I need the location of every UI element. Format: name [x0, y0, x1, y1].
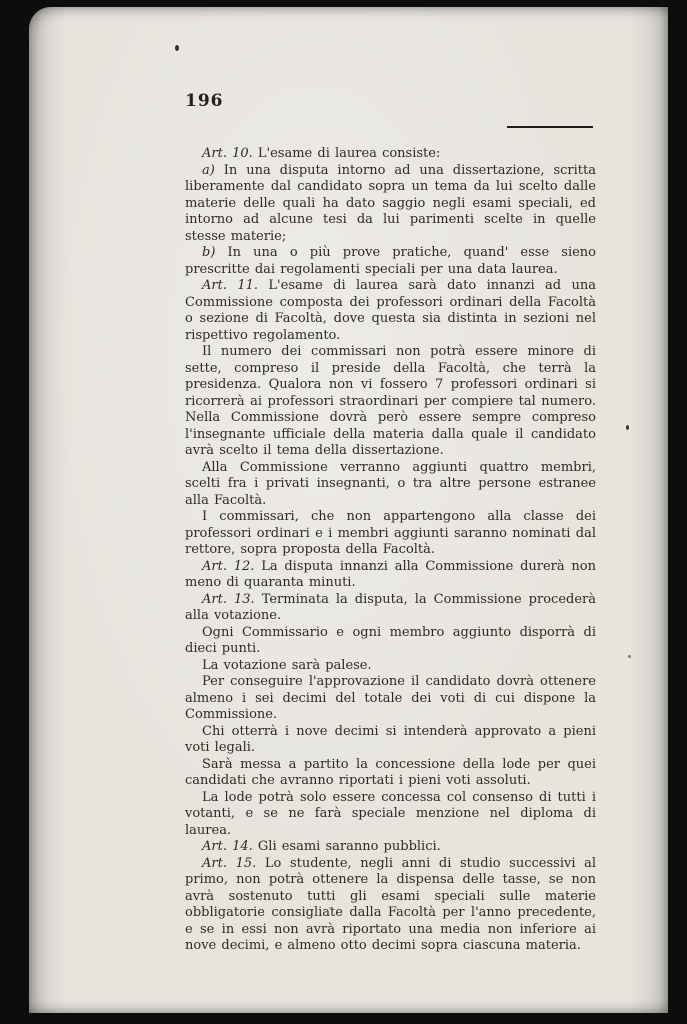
- paragraph-item-a: [185, 163, 596, 246]
- paragraph-art-10: [185, 146, 596, 163]
- article-label: Art. 12.: [202, 558, 255, 574]
- paragraph: [185, 790, 596, 840]
- item-label: a): [202, 162, 215, 178]
- paragraph: [185, 724, 596, 757]
- paragraph-art-12: [185, 559, 596, 592]
- paragraph: [185, 757, 596, 790]
- paragraph-art-15: [185, 856, 596, 955]
- paper: [29, 7, 668, 1013]
- paragraph-text: L'esame di laurea sarà dato innanzi ad una Commissione composta dei professori ordinari della Facoltà o sezione di Facoltà, dove questa sia distinta in sezioni nel rispettivo regolamento.: [185, 278, 596, 343]
- paragraph: [185, 674, 596, 724]
- paragraph-text: In una disputa intorno ad una dissertazione, scritta liberamente dal candidato sopra un tema da lui scelto dalle materie delle quali ha dato saggio negli esami speciali, ed intorno ad alcune tesi da lui parimenti scelte in quelle stesse materie;: [185, 162, 596, 244]
- article-label: Art. 15.: [202, 855, 257, 871]
- article-label: Art. 14.: [202, 839, 253, 854]
- paragraph-text: Lo studente, negli anni di studio successivi al primo, non potrà ottenere la dispensa delle tasse, se non avrà sostenuto tutti gli esami speciali sulle materie obbligatorie consigliate dalla Facoltà per l'anno precedente, e se in essi non avrà riportato una media non inferiore ai nove decimi, e almeno otto decimi sopra ciascuna materia.: [185, 855, 597, 953]
- item-label: b): [202, 245, 216, 260]
- article-label: Art. 13.: [202, 591, 255, 607]
- paragraph-art-13: [185, 592, 596, 625]
- paragraph-text: Il numero dei commissari non potrà essere minore di sette, compreso il preside della Facoltà, che terrà la presidenza. Qualora non vi fossero 7 professori ordinari si ricorrerà ai professori straordinari per compiere tal numero. Nella Commissione dovrà però essere sempre compreso l'insegnante ufficiale della materia dalla quale il candidato avrà scelto il tema della dissertazione.: [185, 344, 596, 458]
- scan-speck: [626, 425, 629, 430]
- paragraph-text: L'esame di laurea consiste:: [257, 146, 441, 161]
- paragraph-text: Terminata la disputa, la Commissione procederà alla votazione.: [185, 591, 596, 623]
- paragraph: [185, 344, 596, 460]
- header-rule: [507, 126, 593, 128]
- page-number: 196: [185, 91, 224, 111]
- paragraph: [185, 625, 596, 658]
- paragraph-text: Chi otterrà i nove decimi si intenderà approvato a pieni voti legali.: [185, 723, 596, 755]
- text-block: [185, 146, 596, 955]
- scan-speck: [628, 655, 631, 658]
- paragraph: [185, 509, 596, 559]
- paragraph-text: La lode potrà solo essere concessa col consenso di tutti i votanti, e se ne farà speciale menzione nel diploma di laurea.: [185, 789, 596, 838]
- paragraph-text: La votazione sarà palese.: [202, 657, 372, 673]
- paragraph-text: Ogni Commissario e ogni membro aggiunto disporrà di dieci punti.: [185, 624, 596, 656]
- scan-speck: [329, 907, 331, 909]
- paragraph-text: Alla Commissione verranno aggiunti quattro membri, scelti fra i privati insegnanti, o tra altre persone estranee alla Facoltà.: [185, 459, 596, 508]
- paragraph-art-11: [185, 278, 596, 344]
- paragraph-text: Per conseguire l'approvazione il candidato dovrà ottenere almeno i sei decimi del totale dei voti di cui dispone la Commissione.: [185, 674, 596, 722]
- paragraph-text: Sarà messa a partito la concessione della lode per quei candidati che avranno riportati i pieni voti assoluti.: [185, 756, 596, 788]
- paragraph-item-b: [185, 245, 596, 278]
- paragraph-text: La disputa innanzi alla Commissione durerà non meno di quaranta minuti.: [185, 558, 596, 590]
- paragraph-text: I commissari, che non appartengono alla classe dei professori ordinari e i membri aggiunti saranno nominati dal rettore, sopra proposta della Facoltà.: [185, 509, 596, 557]
- paragraph: [185, 658, 596, 675]
- article-label: Art. 10.: [202, 146, 253, 161]
- paragraph: [185, 460, 596, 510]
- paragraph-text: Gli esami saranno pubblici.: [257, 839, 441, 854]
- article-label: Art. 11.: [202, 278, 259, 293]
- paragraph-art-14: [185, 839, 596, 856]
- scan-speck: [175, 45, 179, 51]
- paragraph-text: In una o più prove pratiche, quand' esse sieno prescritte dai regolamenti speciali per una data laurea.: [185, 245, 596, 277]
